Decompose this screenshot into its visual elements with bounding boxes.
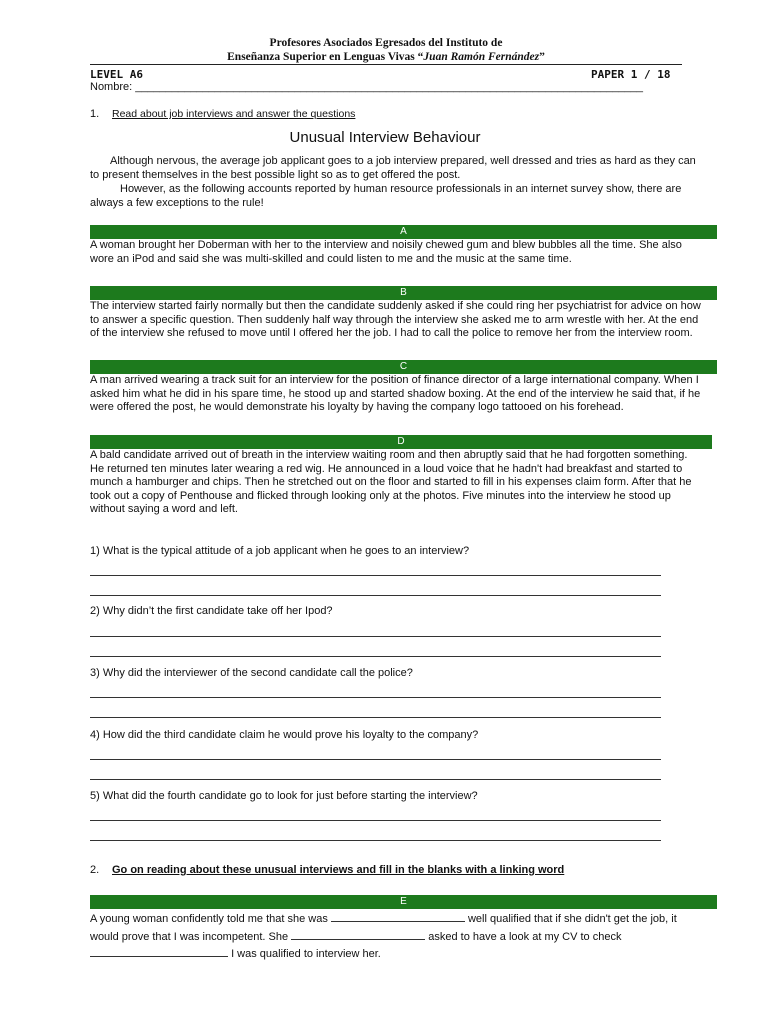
question-5: 5) What did the fourth candidate go to look for just before starting the interview? — [90, 790, 478, 802]
institution-suffix: ” — [539, 51, 545, 63]
name-field[interactable]: Nombre: ___________________________________________________________________________________ — [90, 81, 644, 93]
header-divider — [90, 64, 682, 65]
story-b-text: The interview started fairly normally but then the candidate suddenly asked if she could ring her psychiatrist for advice on how to answer a specific question. Then suddenly half way through the interview she asked me to arm wrestle with her. At the end of the interview she refused to move until I offered her the job. I had to call the police to remove her from the interview room. — [90, 300, 701, 340]
institution-prefix: Enseñanza Superior en Lenguas Vivas “ — [227, 51, 424, 63]
section-2-number: 2. — [90, 864, 100, 876]
level-label: LEVEL A6 — [90, 68, 143, 81]
section-1-number: 1. — [90, 108, 100, 120]
answer-line[interactable] — [90, 779, 661, 780]
answer-line[interactable] — [90, 697, 661, 698]
section-1-heading — [90, 108, 355, 120]
answer-line[interactable] — [90, 636, 661, 637]
section-2-heading — [90, 864, 564, 876]
story-d-text: A bald candidate arrived out of breath in the interview waiting room and then abruptly said that he had forgotten something. He returned ten minutes later wearing a red wig. He announced in a loud voice that he hadn't had breakfast and started to munch a hamburger and chips. Then he stretched out on the floor and started to fill in his expenses claim form. After that he took out a copy of Penthouse and flicked through looking only at the photos. Five minutes into the interview he stood up without saying a word and left. — [90, 449, 692, 516]
question-2: 2) Why didn’t the first candidate take off her Ipod? — [90, 605, 333, 617]
question-1: 1) What is the typical attitude of a job applicant when he goes to an interview? — [90, 545, 470, 557]
story-header-e: E — [90, 895, 717, 909]
section-2-instruction: Go on reading about these unusual interviews and fill in the blanks with a linking word — [112, 864, 565, 876]
institution-line-2 — [90, 50, 682, 64]
answer-line[interactable] — [90, 656, 661, 657]
answer-line[interactable] — [90, 595, 661, 596]
answer-line[interactable] — [90, 840, 661, 841]
answer-line[interactable] — [90, 717, 661, 718]
question-4: 4) How did the third candidate claim he would prove his loyalty to the company? — [90, 729, 479, 741]
blank-1[interactable] — [331, 910, 465, 922]
intro-paragraph-2: However, as the following accounts reported by human resource professionals in an internet survey show, there are always a few exceptions to the rule! — [90, 183, 682, 209]
story-e-part-4: I was qualified to interview her. — [231, 948, 381, 960]
story-e-part-1: A young woman confidently told me that she was — [90, 913, 328, 925]
story-header-d: D — [90, 435, 712, 449]
answer-line[interactable] — [90, 820, 661, 821]
story-header-c: C — [90, 360, 717, 374]
story-header-b: B — [90, 286, 717, 300]
paper-label: PAPER 1 / 18 — [591, 68, 671, 81]
section-1-instruction: Read about job interviews and answer the questions — [112, 108, 356, 120]
question-3: 3) Why did the interviewer of the second candidate call the police? — [90, 667, 413, 679]
story-e-part-2: well qualified that if she didn't get the job, it would prove that I was incompetent. She — [90, 913, 677, 943]
story-a-text: A woman brought her Doberman with her to the interview and noisily chewed gum and blew bubbles all the time. She also wore an iPod and said she was multi-skilled and could listen to me and the music at the same time. — [90, 239, 682, 265]
blank-2[interactable] — [291, 928, 425, 940]
answer-line[interactable] — [90, 575, 661, 576]
story-c-text: A man arrived wearing a track suit for an interview for the position of finance director of a large international company. When I asked him what he did in his spare time, he stood up and started shadow boxing. At the end of the interview he said that, if he were offered the post, he would demonstrate his loyalty by having the company logo tattooed on his forehead. — [90, 374, 701, 414]
institution-name: Juan Ramón Fernández — [423, 51, 540, 63]
intro-paragraph-1: Although nervous, the average job applicant goes to a job interview prepared, well dressed and tries as hard as they can to present themselves in the best possible light so as to get offered the post. — [90, 155, 696, 181]
story-e-text — [90, 910, 704, 963]
institution-line-1: Profesores Asociados Egresados del Instituto de — [269, 37, 503, 49]
blank-3[interactable] — [90, 945, 228, 957]
story-e-part-3: asked to have a look at my CV to check — [428, 930, 622, 943]
answer-line[interactable] — [90, 759, 661, 760]
reading-title: Unusual Interview Behaviour — [289, 129, 481, 146]
story-header-a: A — [90, 225, 717, 239]
